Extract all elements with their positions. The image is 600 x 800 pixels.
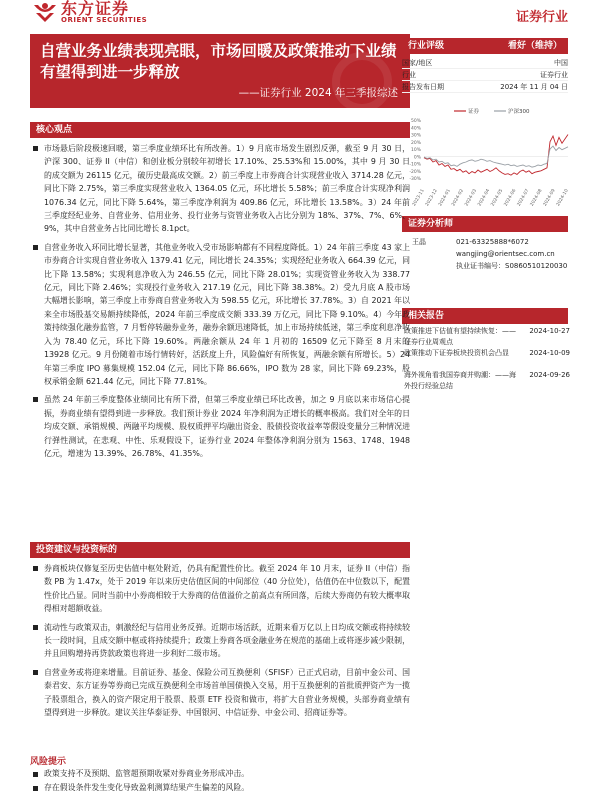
related-date: 2024-10-27	[529, 327, 570, 335]
advice-bar	[30, 542, 410, 558]
analyst-bar	[402, 216, 568, 232]
x-tick-label: 2023-12	[425, 188, 439, 208]
series-line-0	[424, 135, 568, 176]
report-title: 自营业务业绩表现亮眼，市场回暖及政策推动下业绩有望得到进一步释放	[40, 42, 397, 81]
industry-label: 证券行业	[515, 10, 568, 25]
related-title[interactable]: 政策推进下估值有望持续恢复：——证券行业周观点	[404, 327, 516, 346]
related-reports	[402, 326, 574, 392]
company-logo	[32, 1, 147, 24]
advice-section	[30, 562, 410, 719]
x-tick-label: 2024-04	[477, 188, 492, 208]
analyst-bar-label: 证券分析师	[408, 219, 454, 229]
y-tick-label: 50%	[410, 119, 421, 124]
x-tick-label: 2023-11	[411, 188, 426, 208]
risk-title: 风险提示	[30, 757, 67, 767]
info-value: 中国	[554, 59, 568, 67]
x-tick-label: 2024-08	[529, 188, 544, 208]
x-tick-label: 2024-06	[503, 188, 518, 208]
y-tick-label: 10%	[410, 148, 421, 153]
related-bar	[402, 308, 568, 324]
related-date: 2024-09-26	[529, 371, 570, 379]
analyst-email[interactable]: wangjing@orientsec.com.cn	[456, 250, 555, 258]
info-table	[402, 57, 568, 93]
price-chart	[402, 106, 574, 210]
y-tick-label: -10%	[409, 162, 421, 168]
risk-item: 政策支持不及预期、监管超预期收紧对券商业务形成冲击。	[30, 768, 249, 780]
related-bar-label: 相关报告	[408, 311, 445, 321]
related-item[interactable]	[402, 348, 574, 370]
advice-point: 流动性与政策双击，刺激经纪与信用业务反弹。近期市场活跃，近期来看万亿以上日均成交额或将持续较长一段时间，且成交额中枢或将持续提升；政策上券商各项金融业务在规范的基础上或将逐步减少限制，并且回购增持再贷款政策也将进一步利好二级市场。	[30, 621, 410, 661]
rating-value: 看好（维持）	[507, 41, 562, 51]
related-item[interactable]	[402, 370, 574, 392]
top-bar	[0, 0, 600, 30]
core-bar-label: 核心观点	[36, 125, 73, 135]
info-row	[402, 81, 568, 93]
y-tick-label: 0%	[413, 155, 421, 161]
related-item[interactable]	[402, 326, 574, 348]
logo-cn: 东方证券	[61, 0, 130, 18]
analyst-phone: 021-63325888*6072	[456, 238, 529, 246]
analyst-cert: 执业证书编号：S0860510120030	[456, 262, 568, 270]
analyst-name: 王晶	[412, 238, 426, 246]
core-point: 虽然 24 年前三季度整体业绩同比有所下滑，但第三季度业绩已环比改善，加之 9 月底以来市场信心提振，券商业绩有望得到进一步释放。我们预计券业 2024 年净利润为正增长的概率极高。我们对全年的日均成交额、承销规模、两融平均规模、股权质押平均融出资金、股债投资收益率等假设变量分三种情况进行弹性测试，在悲观、中性、乐观假设下，证券行业 2024 年整体净利润分别为 1563、1748、1948 亿元，增速为 13.39%、26.78%、41.35%。	[30, 393, 410, 460]
info-key: 行业	[402, 71, 416, 79]
advice-bar-label: 投资建议与投资标的	[36, 545, 118, 555]
x-tick-label: 2024-02	[451, 188, 466, 208]
y-tick-label: -30%	[409, 177, 421, 182]
hero-banner	[30, 34, 410, 108]
y-tick-label: 40%	[410, 126, 421, 132]
risk-item: 存在假设条件发生变化导致盈利测算结果产生偏差的风险。	[30, 782, 249, 794]
x-tick-label: 2024-03	[464, 188, 479, 208]
advice-point: 券商板块仅修复至历史估值中枢处附近，仍具有配置性价比。截至 2024 年 10 月末，证券 II（中信）指数 PB 为 1.47x，处于 2019 年以来历史估值区间的中间部位（40 分位处），估值仍在中位数以下，配置性价比凸显。同时当前中小券商相较于大券商的估值溢价之前高点有所回落，后续大券商仍有较大概率取得相对超额收益。	[30, 562, 410, 616]
report-subtitle: ——证券行业 2024 年三季报综述	[238, 87, 398, 99]
info-key: 国家/地区	[402, 59, 433, 67]
x-tick-label: 2024-05	[490, 188, 505, 208]
info-value: 证券行业	[540, 71, 568, 79]
rating-bar	[402, 38, 568, 54]
rating-label: 行业评级	[408, 41, 445, 51]
related-title[interactable]: 海外视角看我国券商并购潮：——海外投行经验总结	[404, 371, 516, 390]
x-tick-label: 2024-10	[555, 188, 570, 208]
info-value: 2024 年 11 月 04 日	[500, 83, 568, 91]
chart-svg	[402, 106, 574, 210]
y-tick-label: -20%	[409, 169, 421, 175]
x-tick-label: 2024-01	[438, 188, 452, 208]
related-title[interactable]: 政策推动下证券板块投资机会凸显	[404, 349, 509, 357]
advice-point: 自营业务或将迎来增量。目前证券、基金、保险公司互换便利（SFISF）已正式启动，目前中金公司、国泰君安、东方证券等券商已完成互换便利全市场首单国债换入交易，用于互换便利的首批质押资产为一揽子股票组合，换入的资产限定用于股票、股票 ETF 投资和做市，将扩大自营业务规模，头部券商业绩有望得到进一步释放。建议关注华泰证券、中国银河、中信证券、中金公司、招商证券等。	[30, 666, 410, 720]
series-line-1	[424, 146, 568, 167]
legend-label: 证券	[468, 109, 480, 115]
core-point: 自营业务收入环同比增长显著，其他业务收入受市场影响都有不同程度降低。1）24 年前三季度 43 家上市券商合计实现自营业务收入 1379.41 亿元，同比增长 24.35%；实现经纪业务收入 664.39 亿元，同比下降 13.58%；实现利息净收入为 246.55 亿元，同比下降 28.01%；实现资管业务收入为 338.77 亿元，同比下降 2.46%；实现投行业务收入 217.19 亿元，同比下降 38.38%。2）受九月底 A 股市场大幅增长影响，第三季度上市券商自营业务收入为 598.55 亿元，环比增长 37.78%。3）自 2021 年以来全市场股基交易额持续降低，2024 年前三季度成交额 333.39 万亿元，同比下降 9.10%。4）今年政策持续强化融券监管，7 月暂停转融券业务，融券余额迅速降低，加上市场持续低迷，第三季度利息净收入为 78.40 亿元，环比下降 19.60%。两融余额从 24 年 1 月初的 16509 亿元下降至 8 月末的 13928 亿元。9 月份随着市场行情转好，活跃度上升，风险偏好有所恢复，两融余额有所增长。5）24 年第三季度 IPO 募集规模 152.04 亿元，同比下降 86.66%，IPO 数为 28 家，同比下降 69.23%，股权承销金额 621.44 亿元，同比下降 77.81%。	[30, 241, 410, 388]
core-point: 市场悬后阶段极速回暖，第三季度业绩环比有所改善。1）9 月底市场发生剧烈反弹，截至 9 月 30 日，沪深 300、证券 II（中信）和创业板分别较年初增长 17.10%、25.53%和 15.00%，其中 9 月 30 日的成交额为 26115 亿元，破历史最高成交额。2）前三季度上市券商合计实现营业收入 3714.28 亿元，同比下降 2.75%，第三季度实现营业收入 1364.05 亿元，环比增长 5.58%；前三季度合计实现净利润 1076.34 亿元，同比下降 5.64%，第三季度净利润为 409.86 亿元，环比增长 13.58%。3）24 年前三季度经纪业务、自营业务、信用业务、投行业务与资管业务收入占比分别为 18%、37%、7%、6%、9%，其中自营业务占比同比增长 8.1pct。	[30, 142, 410, 236]
y-tick-label: 20%	[410, 140, 421, 146]
legend-label: 沪深300	[508, 109, 530, 115]
y-tick-label: 30%	[410, 133, 421, 139]
logo-mark-icon	[32, 1, 58, 23]
info-row	[402, 69, 568, 81]
related-date: 2024-10-09	[529, 349, 570, 357]
info-row	[402, 57, 568, 69]
x-tick-label: 2024-07	[516, 188, 531, 208]
core-bar	[30, 122, 410, 138]
info-key: 报告发布日期	[402, 83, 444, 91]
x-tick-label: 2024-09	[542, 188, 557, 208]
core-section	[30, 142, 410, 460]
logo-en: ORIENT SECURITIES	[61, 16, 148, 24]
